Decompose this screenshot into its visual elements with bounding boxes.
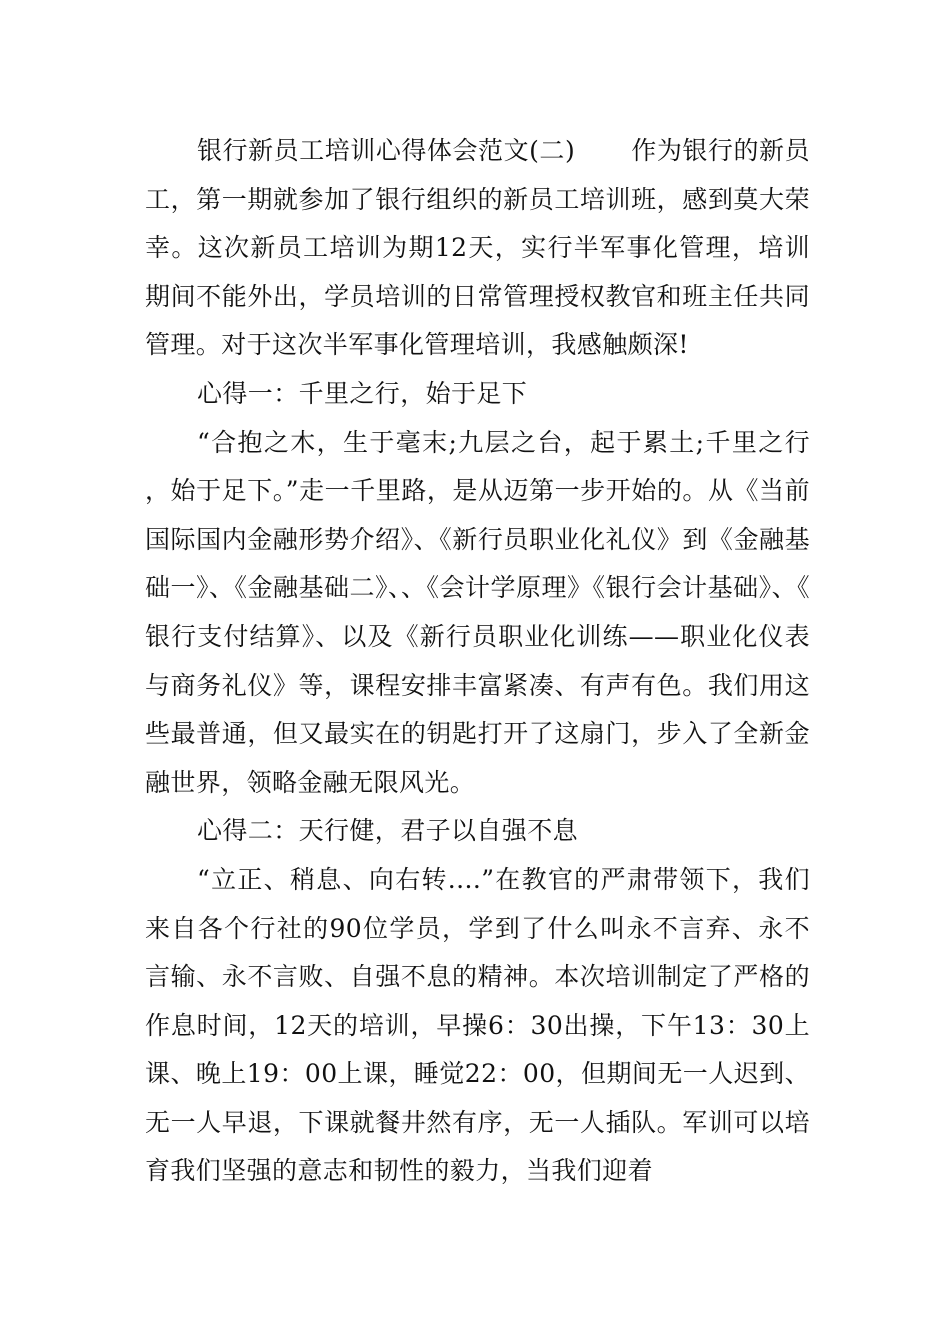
document-body bbox=[145, 127, 810, 1196]
intro-paragraph bbox=[145, 127, 810, 370]
section-2-heading: 心得二：天行健，君子以自强不息 bbox=[197, 816, 579, 846]
section-2-paragraph: “立正、稍息、向右转....”在教官的严肃带领下，我们来自各个行社的90位学员，学到了什么叫永不言弃、永不言输、永不言败、自强不息的精神。本次培训制定了严格的作息时间，12天的培训，早操6：30出操，下午13：30上课、晚上19：00上课，睡觉22：00，但期间无一人迟到、无一人早退，下课就餐井然有序，无一人插队。军训可以培育我们坚强的意志和韧性的毅力，当我们迎着 bbox=[145, 864, 810, 1186]
document-title: 银行新员工培训心得体会范文(二) bbox=[197, 136, 576, 165]
section-1-heading: 心得一：千里之行，始于足下 bbox=[197, 378, 528, 408]
intro-text: 作为银行的新员工，第一期就参加了银行组织的新员工培训班，感到莫大荣幸。这次新员工培训为期12天，实行半军事化管理，培训期间不能外出，学员培训的日常管理授权教官和班主任共同管理。对于这次半军事化管理培训，我感触颇深! bbox=[145, 136, 810, 360]
section-1-paragraph: “合抱之木，生于毫末;九层之台，起于累土;千里之行，始于足下。”走一千里路，是从迈第一步开始的。从《当前国际国内金融形势介绍》、《新行员职业化礼仪》到《金融基础一》、《金融基础二》、、《会计学原理》《银行会计基础》、《银行支付结算》、以及《新行员职业化训练——职业化仪表与商务礼仪》等，课程安排丰富紧凑、有声有色。我们用这些最普通，但又最实在的钥匙打开了这扇门，步入了全新金融世界，领略金融无限风光。 bbox=[145, 427, 810, 797]
